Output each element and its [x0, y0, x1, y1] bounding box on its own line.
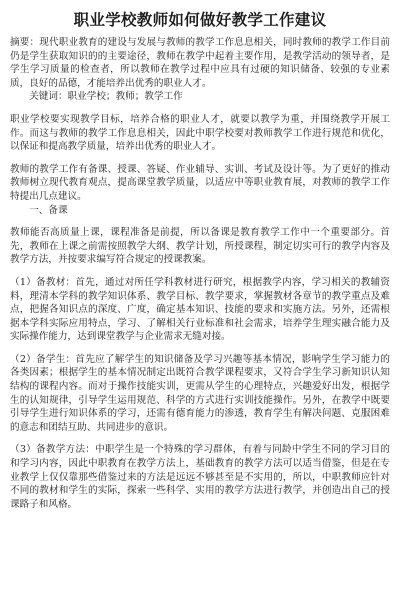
item-prep-students: （2）备学生：首先应了解学生的知识储备及学习兴趣等基本情况，影响学生学习能力的各类因素；根据学生的基本情况制定出既符合教学课程要求，又符合学生学习新知识认知结构的课程内容。而对于操作技能实训，更需从学生的心理特点，兴趣爱好出发，根据学生的认知规律，引导学生运用规范、科学的方式进行实训技能操作。另外，在教学中既要引导学生进行知识体系的学习，还需有德育能力的渗透，教育学生有解决问题、克服困难的意志和团结互助、共同进步的意识。 — [10, 353, 390, 433]
section-prep-intro: 教师能否高质量上课，课程准备是前提，所以备课是教育教学工作中一个重要部分。首先，教师在上课之前需按照教学大纲、教学计划，所授课程，制定切实可行的教学内容及教学方法，并按要求编写符合规定的授课教案。 — [10, 227, 390, 266]
item-prep-methods: （3）备教学方法：中职学生是一个特殊的学习群体，有着与同龄中学生不同的学习目的和学习内容，因此中职教育在教学方法上，基础教育的教学方法可以适当借鉴，但是在专业教学上仅仅靠那些借鉴过来的方法是远远不够甚至是不实用的，所以，中职教师应针对不同的教材和学生的实际，探索一些科学、实用的教学方法进行教学，并创造出自己的授课路子和风格。 — [10, 444, 390, 510]
section-heading-prep: 一、备课 — [29, 204, 68, 216]
item-prep-materials: （1）备教材：首先，通过对所任学科教材进行研究，根据教学内容，学习相关的教辅资料，理清本学科的教学知识体系、教学目标、教学要求，掌握教材各章节的教学重点及难点，把握各知识点的深度、广度，确定基本知识、技能的要求和实施方法。另外，还需根据本学科实际应用特点，学习、了解相关行业标准和社会需求，培养学生理实融合能力及实际操作能力，达到课堂教学与企业需求无缝对接。 — [10, 276, 390, 343]
document-title: 职业学校教师如何做好教学工作建议 — [73, 10, 327, 29]
overview-paragraph: 教师的教学工作有备课、授课、答疑、作业辅导、实训、考试及设计等。为了更好的推动教师树立现代教育观点，提高课堂教学质量，以适应中等职业教育展，对教师的教学工作特提出几点建议。 — [10, 163, 390, 202]
intro-paragraph: 职业学校要实现教学目标，培养合格的职业人才，就要以教学为重，并围绕教学开展工作。而这与教师的教学工作息息相关，因此中职学校要对教师教学工作进行规范和优化，以保证和提高教学质量，培养出优秀的职业人才。 — [10, 113, 390, 153]
abstract-paragraph: 摘要：现代职业教育的建设与发展与教师的教学工作息息相关，同时教师的教学工作目前仍是学生获取知识的的主要途径，教师在教学中起着主要作用，是教学活动的领导者，是学生学习质量的检查者，所以教师在教学过程中应具有过硬的知识储备、较强的专业素质，良好的品德，才能培养出优秀的职业人才。 — [10, 37, 390, 89]
keywords-line: 关键词：职业学校；教师；教学工作 — [29, 91, 183, 103]
